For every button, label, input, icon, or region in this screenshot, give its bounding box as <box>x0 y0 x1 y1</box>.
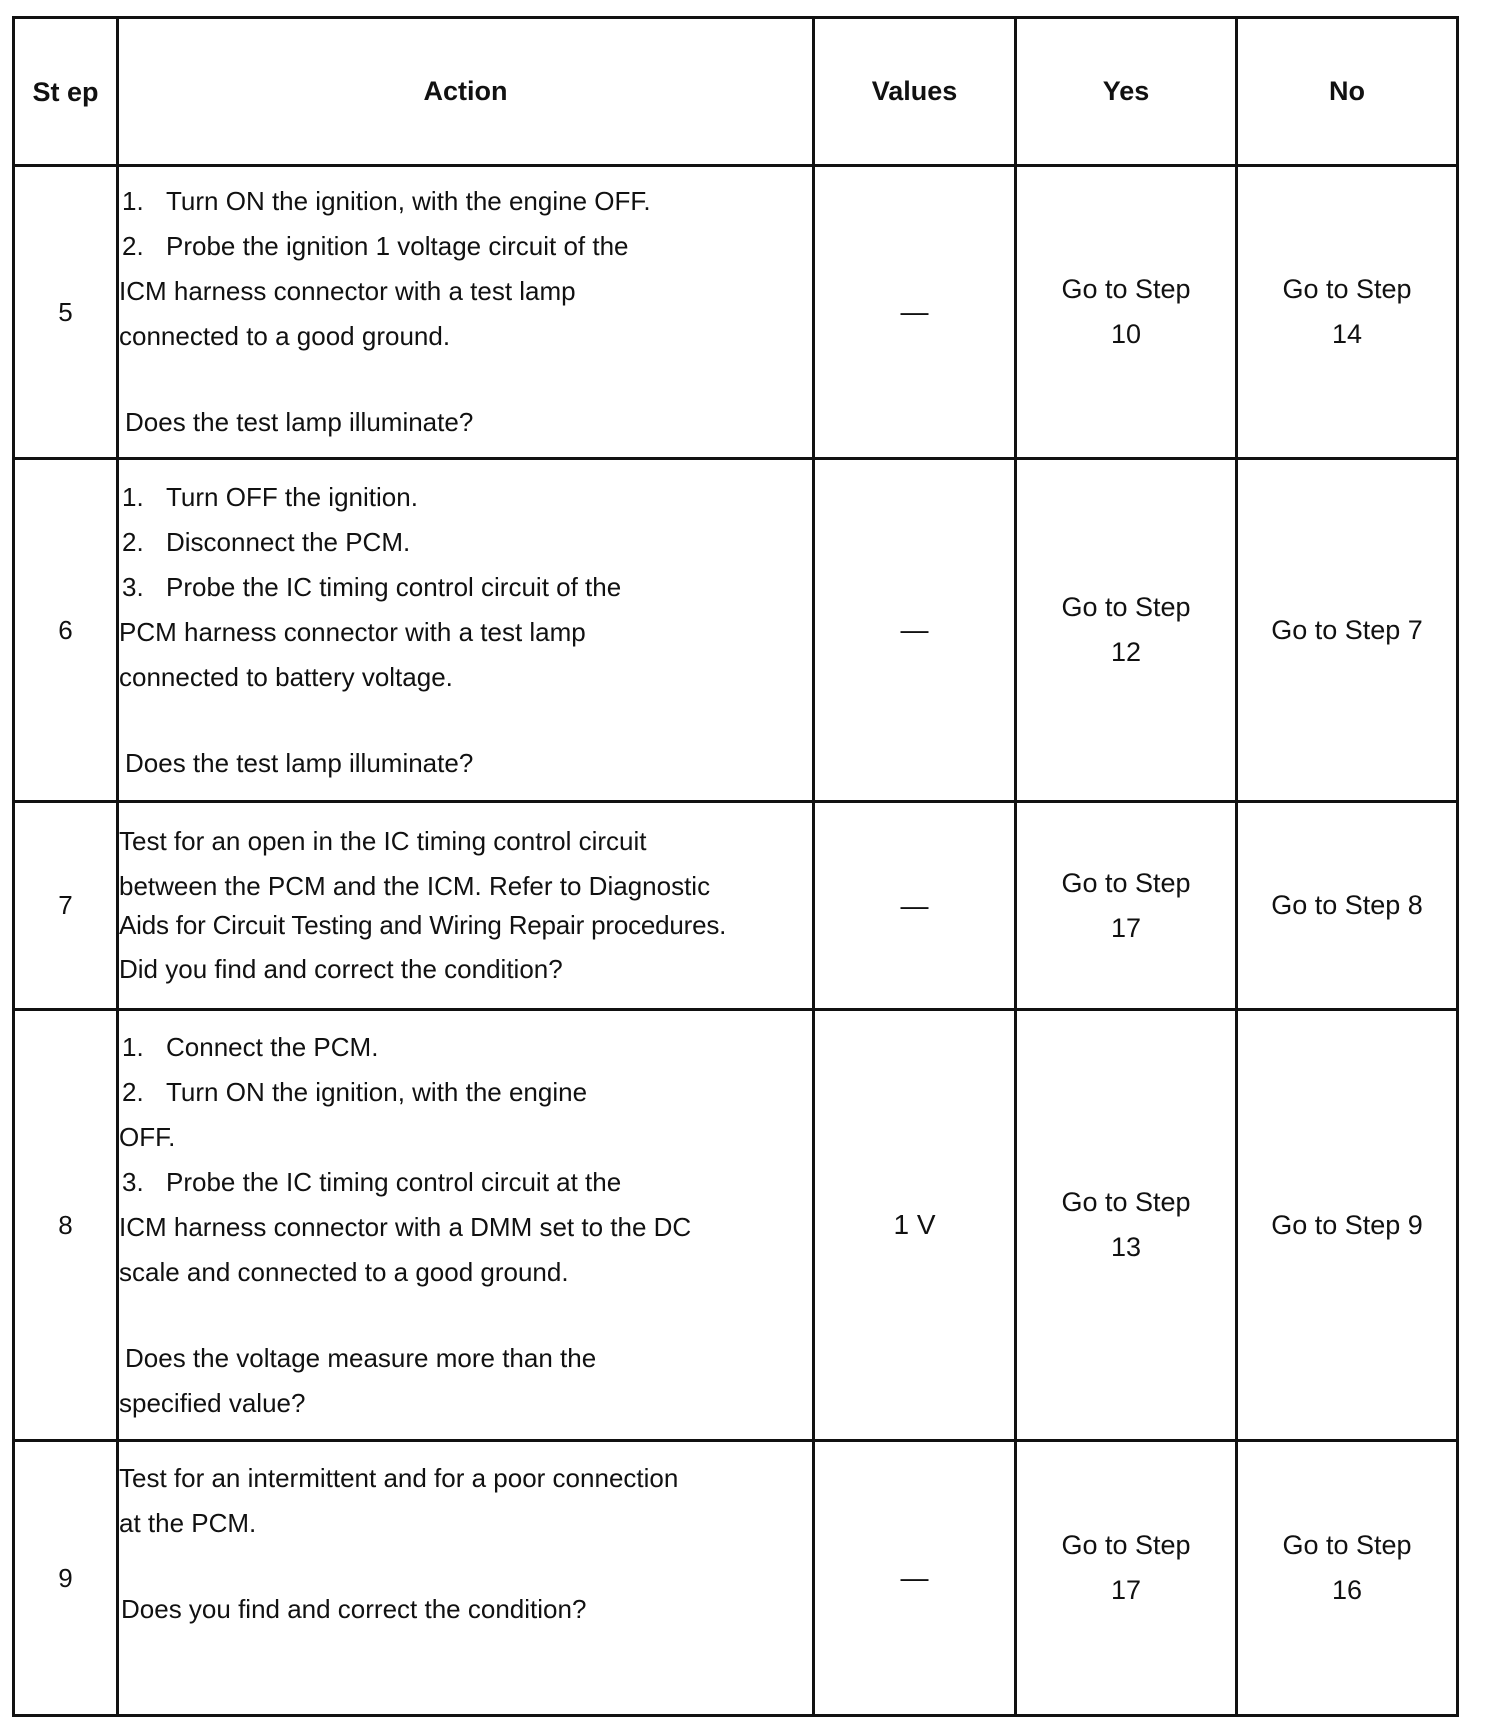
yes-cell: Go to Step 17 <box>1016 802 1237 1010</box>
action-question: Does you find and correct the condition? <box>121 1594 587 1624</box>
action-line: between the PCM and the ICM. Refer to Diagnostic <box>119 871 711 901</box>
action-line: OFF. <box>119 1121 176 1152</box>
action-header: Action <box>118 18 814 166</box>
action-line: ICM harness connector with a test lamp <box>119 276 576 306</box>
table-row <box>14 459 1458 802</box>
action-line: Test for an intermittent and for a poor connection <box>119 1463 679 1493</box>
table-row <box>14 802 1458 1010</box>
action-line: Test for an open in the IC timing control circuit <box>119 826 647 856</box>
action-line: 2. Turn ON the ignition, with the engine <box>122 1076 588 1107</box>
step-header-label: St ep <box>32 76 99 107</box>
action-line: 3. Probe the IC timing control circuit of the <box>122 571 622 602</box>
action-line: 3. Probe the IC timing control circuit at the <box>122 1166 622 1197</box>
header-row <box>14 18 1458 166</box>
action-line: 1. Connect the PCM. <box>122 1031 379 1062</box>
action-cell <box>118 1441 814 1716</box>
table-row <box>14 1441 1458 1716</box>
values-header: Values <box>814 18 1016 166</box>
no-header: No <box>1237 18 1458 166</box>
action-cell <box>118 802 814 1010</box>
action-line: scale and connected to a good ground. <box>119 1256 569 1287</box>
step-number: 9 <box>14 1441 118 1716</box>
action-cell <box>118 459 814 802</box>
action-line: ICM harness connector with a DMM set to the DC <box>119 1211 692 1242</box>
action-cell <box>118 1010 814 1441</box>
yes-cell: Go to Step 17 <box>1016 1441 1237 1716</box>
action-line: connected to battery voltage. <box>119 661 453 692</box>
no-cell: Go to Step 7 <box>1237 459 1458 802</box>
yes-cell: Go to Step 10 <box>1016 166 1237 459</box>
yes-cell: Go to Step 13 <box>1016 1010 1237 1441</box>
value-cell: — <box>814 459 1016 802</box>
action-cell <box>118 166 814 459</box>
diagnostic-table <box>12 16 1459 1717</box>
action-line: 1. Turn ON the ignition, with the engine OFF. <box>122 186 651 216</box>
action-line: PCM harness connector with a test lamp <box>119 616 586 647</box>
no-cell: Go to Step 8 <box>1237 802 1458 1010</box>
action-question: Does the voltage measure more than the <box>125 1342 597 1373</box>
action-line: Aids for Circuit Testing and Wiring Repair procedures. <box>119 910 727 940</box>
action-question: Does the test lamp illuminate? <box>125 407 474 437</box>
step-number: 5 <box>14 166 118 459</box>
action-line: connected to a good ground. <box>119 321 451 351</box>
action-line: 2. Disconnect the PCM. <box>122 526 411 557</box>
table-row <box>14 1010 1458 1441</box>
action-question: Did you find and correct the condition? <box>119 954 563 984</box>
action-line: 1. Turn OFF the ignition. <box>122 481 418 512</box>
no-cell: Go to Step 16 <box>1237 1441 1458 1716</box>
no-cell: Go to Step 9 <box>1237 1010 1458 1441</box>
step-header <box>14 18 118 166</box>
value-cell: 1 V <box>814 1010 1016 1441</box>
action-question: Does the test lamp illuminate? <box>125 747 474 778</box>
action-line: at the PCM. <box>119 1508 257 1538</box>
value-cell: — <box>814 1441 1016 1716</box>
yes-header: Yes <box>1016 18 1237 166</box>
step-number: 7 <box>14 802 118 1010</box>
value-cell: — <box>814 802 1016 1010</box>
no-cell: Go to Step 14 <box>1237 166 1458 459</box>
step-number: 6 <box>14 459 118 802</box>
action-question-cont: specified value? <box>119 1387 306 1418</box>
step-number: 8 <box>14 1010 118 1441</box>
value-cell: — <box>814 166 1016 459</box>
yes-cell: Go to Step 12 <box>1016 459 1237 802</box>
table-row <box>14 166 1458 459</box>
action-line: 2. Probe the ignition 1 voltage circuit of the <box>122 231 629 261</box>
